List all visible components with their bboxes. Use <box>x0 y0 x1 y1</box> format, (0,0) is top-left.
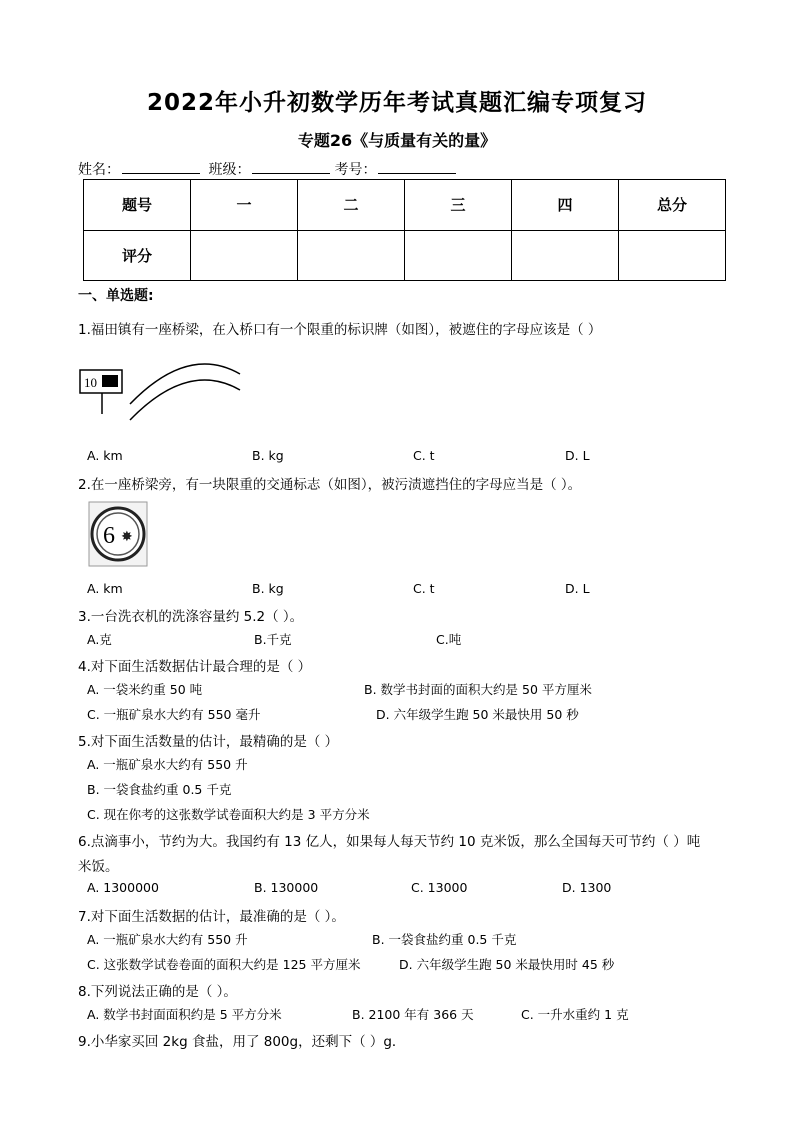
table-cell <box>512 230 619 281</box>
question-7-text: 7.对下面生活数据的估计，最准确的是（ ）。 <box>78 909 345 925</box>
q4-option-a: A. 一袋米约重 50 吨 <box>87 682 203 697</box>
q8-option-b: B. 2100 年有 366 天 <box>352 1007 474 1022</box>
table-cell <box>619 230 726 281</box>
question-9-text: 9.小华家买回 2kg 食盐，用了 800g，还剩下（ ）g． <box>78 1034 406 1050</box>
page-title: 2022年小升初数学历年考试真题汇编专项复习 <box>146 90 647 116</box>
question-4-text: 4.对下面生活数据估计最合理的是（ ） <box>78 659 312 675</box>
score-table-header-row <box>84 180 726 231</box>
section-heading: 一、单选题: <box>78 288 154 304</box>
name-label: 姓名： <box>78 162 120 178</box>
table-cell: 总分 <box>619 180 726 231</box>
score-table-score-row <box>84 230 726 281</box>
number-label: 考号： <box>334 162 377 178</box>
q1-option-a: A. km <box>87 448 123 463</box>
score-table <box>83 179 726 281</box>
q3-option-c: C.吨 <box>436 632 462 647</box>
q8-option-a: A. 数学书封面面积约是 5 平方分米 <box>87 1007 282 1022</box>
q6-option-c: C. 13000 <box>411 880 468 895</box>
question-6-text-line-2: 米饭。 <box>78 859 119 875</box>
table-cell <box>405 230 512 281</box>
question-5-text: 5.对下面生活数量的估计，最精确的是（ ） <box>78 734 339 750</box>
bridge-weight-limit-sign <box>78 352 248 422</box>
q6-option-b: B. 130000 <box>254 880 319 895</box>
student-info-line <box>78 159 460 179</box>
q2-option-a: A. km <box>87 581 123 596</box>
question-3-text: 3.一台洗衣机的洗涤容量约 5.2（ ）。 <box>78 609 304 625</box>
table-cell <box>191 230 298 281</box>
q7-option-d: D. 六年级学生跑 50 米最快用时 45 秒 <box>399 957 615 972</box>
stain-icon: ✸ <box>121 529 133 545</box>
number-blank <box>378 161 456 174</box>
table-cell: 三 <box>405 180 512 231</box>
q5-option-c: C. 现在你考的这张数学试卷面积大约是 3 平方分米 <box>87 807 370 822</box>
q2-option-c: C. t <box>413 581 435 596</box>
class-label: 班级： <box>208 162 251 178</box>
q7-option-b: B. 一袋食盐约重 0.5 千克 <box>372 932 517 947</box>
table-cell: 一 <box>191 180 298 231</box>
q7-option-c: C. 这张数学试卷卷面的面积大约是 125 平方厘米 <box>87 957 361 972</box>
class-blank <box>252 161 330 174</box>
table-cell: 四 <box>512 180 619 231</box>
name-blank <box>122 161 200 174</box>
question-2-text: 2.在一座桥梁旁，有一块限重的交通标志（如图），被污渍遮挡住的字母应当是（ ）。 <box>78 477 582 493</box>
q7-option-a: A. 一瓶矿泉水大约有 550 升 <box>87 932 248 947</box>
q8-option-c: C. 一升水重约 1 克 <box>521 1007 629 1022</box>
q2-option-d: D. L <box>565 581 590 596</box>
q3-option-b: B.千克 <box>254 632 292 647</box>
q3-option-a: A.克 <box>87 632 112 647</box>
q5-option-b: B. 一袋食盐约重 0.5 千克 <box>87 782 232 797</box>
q1-option-c: C. t <box>413 448 435 463</box>
sign-1-number: 10 <box>84 375 97 390</box>
question-1-text: 1.福田镇有一座桥梁，在入桥口有一个限重的标识牌（如图），被遮住的字母应该是（ ） <box>78 322 602 338</box>
table-cell: 题号 <box>84 180 191 231</box>
q2-option-b: B. kg <box>252 581 284 596</box>
q1-option-d: D. L <box>565 448 590 463</box>
traffic-weight-limit-sign <box>88 501 148 567</box>
q6-option-a: A. 1300000 <box>87 880 159 895</box>
table-cell <box>298 230 405 281</box>
q4-option-c: C. 一瓶矿泉水大约有 550 毫升 <box>87 707 261 722</box>
question-8-text: 8.下列说法正确的是（ ）。 <box>78 984 237 1000</box>
table-cell: 评分 <box>84 230 191 281</box>
table-cell: 二 <box>298 180 405 231</box>
q5-option-a: A. 一瓶矿泉水大约有 550 升 <box>87 757 248 772</box>
q4-option-b: B. 数学书封面的面积大约是 50 平方厘米 <box>364 682 592 697</box>
question-6-text-line-1: 6.点滴事小，节约为大。我国约有 13 亿人，如果每人每天节约 10 克米饭，那么全国每天可节约（ ）吨 <box>78 834 701 850</box>
q4-option-d: D. 六年级学生跑 50 米最快用 50 秒 <box>376 707 579 722</box>
page-subtitle: 专题26《与质量有关的量》 <box>297 131 497 150</box>
q6-option-d: D. 1300 <box>562 880 612 895</box>
q1-option-b: B. kg <box>252 448 284 463</box>
sign-2-number: 6 <box>103 523 115 549</box>
